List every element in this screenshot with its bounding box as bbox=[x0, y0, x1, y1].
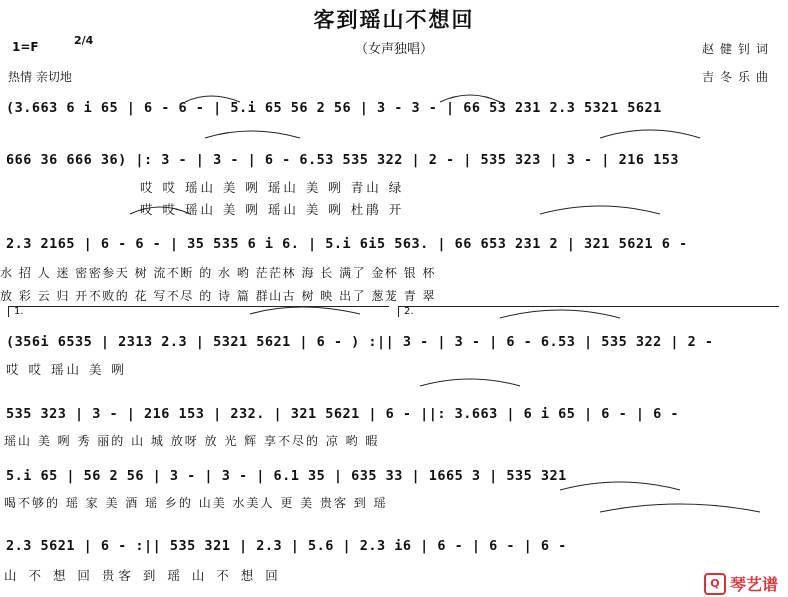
lyric-row-2-verse-1: 哎 哎 瑶山 美 咧 瑶山 美 咧 青山 绿 bbox=[140, 180, 405, 195]
lyric-row-6: 喝不够的 瑶 家 美 酒 瑶 乡的 山美 水美人 更 美 贵客 到 瑶 bbox=[4, 496, 388, 510]
lyric-row-3-verse-1: 水 招 人 迷 密密参天 树 流不断 的 水 哟 茫茫林 海 长 满了 金杯 银 杯 bbox=[0, 266, 437, 280]
notation-row-1: (3.663 6 i 65 | 6 - 6 - | 5.i 65 56 2 56 | 3 - 3 - | 66 53 231 2.3 5321 5621 bbox=[6, 100, 662, 116]
lyric-row-4: 哎 哎 瑶山 美 咧 bbox=[6, 362, 127, 377]
key-signature: 1=F bbox=[12, 40, 39, 54]
notation-row-5: 535 323 | 3 - | 216 153 | 232. | 321 5621 | 6 - ||: 3.663 | 6 i 65 | 6 - | 6 - bbox=[6, 406, 679, 422]
song-subtitle: （女声独唱） bbox=[354, 42, 433, 57]
lyric-row-2-verse-2: 哎 哎 瑶山 美 咧 瑶山 美 咧 杜鹃 开 bbox=[140, 202, 405, 217]
song-title: 客到瑶山不想回 bbox=[313, 7, 475, 32]
notation-row-7: 2.3 5621 | 6 - :|| 535 321 | 2.3 | 5.6 | 2.3 i6 | 6 - | 6 - | 6 - bbox=[6, 538, 567, 554]
time-signature: 2/4 bbox=[74, 34, 94, 47]
site-logo-icon: Q bbox=[704, 573, 726, 595]
tempo-marking: 热情 亲切地 bbox=[8, 70, 72, 84]
second-ending-label: 2. bbox=[404, 306, 414, 317]
lyric-row-3-verse-2: 放 彩 云 归 开不败的 花 写不尽 的 诗 篇 群山古 树 映 出了 葱茏 青 翠 bbox=[0, 289, 437, 303]
second-ending-bracket bbox=[398, 306, 779, 317]
notation-row-3: 2.3 2165 | 6 - 6 - | 35 535 6 i 6. | 5.i 6i5 563. | 66 653 231 2 | 321 5621 6 - bbox=[6, 236, 688, 252]
site-watermark bbox=[704, 572, 778, 595]
first-ending-bracket bbox=[8, 306, 389, 317]
lyricist-credit: 赵健钊词 bbox=[701, 42, 774, 56]
lyric-row-7: 山 不 想 回 贵客 到 瑶 山 不 想 回 bbox=[4, 568, 282, 583]
notation-row-2: 666 36 666 36) |: 3 - | 3 - | 6 - 6.53 535 322 | 2 - | 535 323 | 3 - | 216 153 bbox=[6, 152, 679, 168]
lyric-row-5: 瑶山 美 咧 秀 丽的 山 城 放呀 放 光 辉 享不尽的 凉 哟 暇 bbox=[4, 434, 380, 448]
notation-row-4: (356i 6535 | 2313 2.3 | 5321 5621 | 6 - ) :|| 3 - | 3 - | 6 - 6.53 | 535 322 | 2 - bbox=[6, 334, 714, 350]
notation-row-6: 5.i 65 | 56 2 56 | 3 - | 3 - | 6.1 35 | 635 33 | 1665 3 | 535 321 bbox=[6, 468, 567, 484]
composer-credit: 吉冬乐曲 bbox=[701, 70, 774, 84]
site-name: 琴艺谱 bbox=[729, 575, 778, 594]
first-ending-label: 1. bbox=[14, 306, 24, 317]
